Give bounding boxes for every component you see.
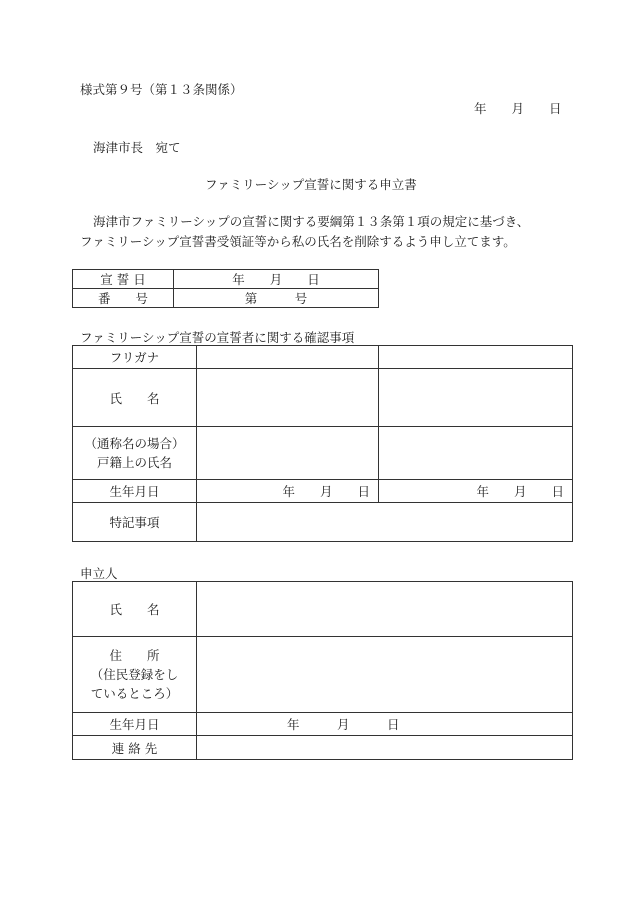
- applicant-birth-field[interactable]: 年 月 日: [197, 713, 573, 736]
- oath-number-label: 番 号: [73, 289, 174, 308]
- applicant-name-label: 氏 名: [73, 582, 197, 637]
- birth-field-2[interactable]: 年 月 日: [379, 480, 573, 503]
- applicant-contact-label: 連 絡 先: [73, 736, 197, 760]
- applicant-name-field[interactable]: [197, 582, 573, 637]
- alias-label-line-1: （通称名の場合）: [84, 436, 185, 451]
- address-label-line-3: ているところ）: [90, 686, 179, 701]
- alias-field-1[interactable]: [197, 427, 379, 480]
- notes-label: 特記事項: [73, 503, 197, 542]
- alias-field-2[interactable]: [379, 427, 573, 480]
- declarants-table: [72, 345, 573, 542]
- furigana-field-2[interactable]: [379, 346, 573, 369]
- name-label: 氏 名: [73, 369, 197, 427]
- address-label-line-2: （住民登録をし: [90, 667, 179, 682]
- oath-table: [72, 269, 379, 308]
- applicant-birth-label: 生年月日: [73, 713, 197, 736]
- furigana-field-1[interactable]: [197, 346, 379, 369]
- birth-label: 生年月日: [73, 480, 197, 503]
- oath-number-value[interactable]: 第 号: [174, 289, 379, 308]
- page-title: ファミリーシップ宣誓に関する申立書: [205, 177, 417, 192]
- furigana-label: フリガナ: [73, 346, 197, 369]
- date-blank: 年 月 日: [474, 101, 562, 116]
- alias-label-line-2: 戸籍上の氏名: [96, 455, 172, 470]
- oath-date-label: 宣 誓 日: [73, 270, 174, 289]
- applicant-table: [72, 581, 573, 760]
- name-field-1[interactable]: [197, 369, 379, 427]
- body-text-line-1: 海津市ファミリーシップの宣誓に関する要綱第１３条第１項の規定に基づき、: [93, 214, 530, 229]
- alias-label: [73, 427, 197, 480]
- declarants-section-title: ファミリーシップ宣誓の宣誓者に関する確認事項: [80, 330, 355, 345]
- birth-field-1[interactable]: 年 月 日: [197, 480, 379, 503]
- name-field-2[interactable]: [379, 369, 573, 427]
- oath-date-value[interactable]: 年 月 日: [174, 270, 379, 289]
- applicant-section-title: 申立人: [80, 566, 118, 581]
- notes-field[interactable]: [197, 503, 573, 542]
- addressee: 海津市長 宛て: [93, 140, 181, 155]
- applicant-contact-field[interactable]: [197, 736, 573, 760]
- body-text-line-2: ファミリーシップ宣誓書受領証等から私の氏名を削除するよう申し立てます。: [80, 234, 516, 249]
- applicant-address-field[interactable]: [197, 637, 573, 713]
- form-number: 様式第９号（第１３条関係）: [80, 82, 243, 97]
- applicant-address-label: [73, 637, 197, 713]
- address-label-line-1: 住 所: [109, 648, 160, 663]
